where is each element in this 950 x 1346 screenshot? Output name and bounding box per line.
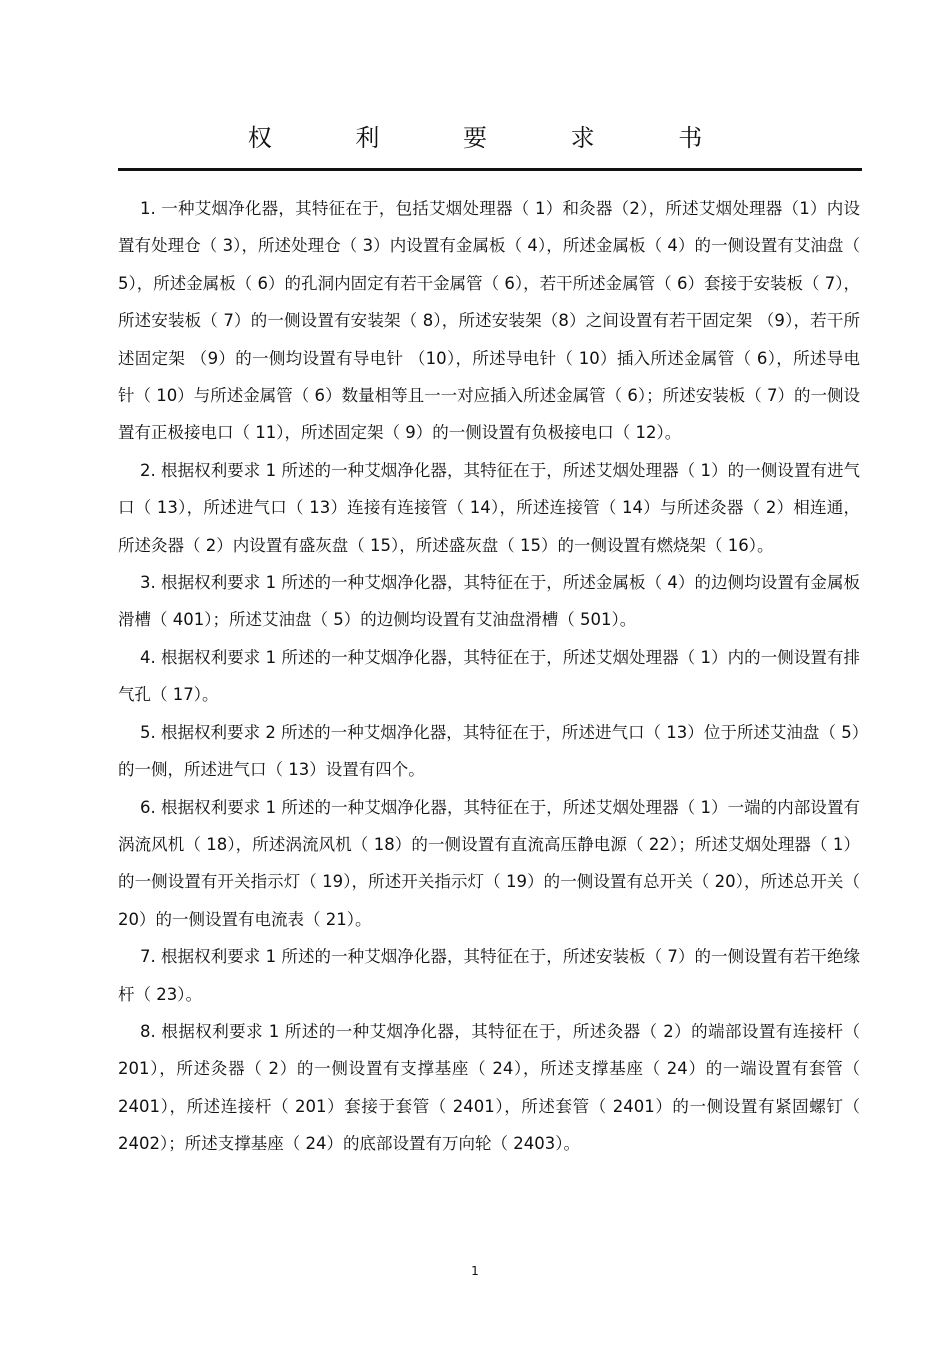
claim-4: 4. 根据权利要求 1 所述的一种艾烟净化器，其特征在于，所述艾烟处理器（ 1）内的一侧设置有排气孔（ 17）。 — [118, 647, 860, 705]
title-divider — [118, 168, 862, 171]
page-number: 1 — [471, 1264, 479, 1278]
claims-list — [118, 190, 860, 1163]
claim-1: 1. 一种艾烟净化器，其特征在于，包括艾烟处理器（ 1）和灸器（2），所述艾烟处理器（1）内设置有处理仓（ 3），所述处理仓（ 3）内设置有金属板（ 4），所述金属板（ 4）的一侧设置有艾油盘（ 5），所述金属板（ 6）的孔洞内固定有若干金属管（ 6），若干所述金属管（ 6）套接于安装板（ 7），所述安装板（ 7）的一侧设置有安装架（ 8），所述安装架（8）之间设置有若干固定架 （9），若干所述固定架 （9）的一侧均设置有导电针 （10），所述导电针（ 10）插入所述金属管（ 6），所述导电针（ 10）与所述金属管（ 6）数量相等且一一对应插入所述金属管（ 6）；所述安装板（ 7）的一侧设置有正极接电口（ 11），所述固定架（ 9）的一侧设置有负极接电口（ 12）。 — [118, 199, 860, 443]
claim-7: 7. 根据权利要求 1 所述的一种艾烟净化器，其特征在于，所述安装板（ 7）的一侧设置有若干绝缘杆（ 23）。 — [118, 947, 860, 1004]
claim-5: 5. 根据权利要求 2 所述的一种艾烟净化器，其特征在于，所述进气口（ 13）位于所述艾油盘（ 5）的一侧，所述进气口（ 13）设置有四个。 — [118, 722, 860, 780]
claim-6: 6. 根据权利要求 1 所述的一种艾烟净化器，其特征在于，所述艾烟处理器（ 1）一端的内部设置有涡流风机（ 18），所述涡流风机（ 18）的一侧设置有直流高压静电源（ 22）；所述艾烟处理器（ 1）的一侧设置有开关指示灯（ 19），所述开关指示灯（ 19）的一侧设置有总开关（ 20），所述总开关（ 20）的一侧设置有电流表（ 21）。 — [118, 797, 860, 929]
claim-2: 2. 根据权利要求 1 所述的一种艾烟净化器，其特征在于，所述艾烟处理器（ 1）的一侧设置有进气口（ 13），所述进气口（ 13）连接有连接管（ 14），所述连接管（ 14）与所述灸器（ 2）相连通，所述灸器（ 2）内设置有盛灰盘（ 15），所述盛灰盘（ 15）的一侧设置有燃烧架（ 16）。 — [118, 460, 860, 555]
claim-3: 3. 根据权利要求 1 所述的一种艾烟净化器，其特征在于，所述金属板（ 4）的边侧均设置有金属板滑槽（ 401）；所述艾油盘（ 5）的边侧均设置有艾油盘滑槽（ 501）。 — [118, 573, 860, 630]
claim-8: 8. 根据权利要求 1 所述的一种艾烟净化器，其特征在于，所述灸器（ 2）的端部设置有连接杆（ 201），所述灸器（ 2）的一侧设置有支撑基座（ 24），所述支撑基座（ 24）的一端设置有套管（ 2401），所述连接杆（ 201）套接于套管（ 2401），所述套管（ 2401）的一侧设置有紧固螺钉（ 2402）；所述支撑基座（ 24）的底部设置有万向轮（ 2403）。 — [118, 1021, 860, 1154]
page-title: 权 利 要 求 书 — [247, 124, 741, 152]
